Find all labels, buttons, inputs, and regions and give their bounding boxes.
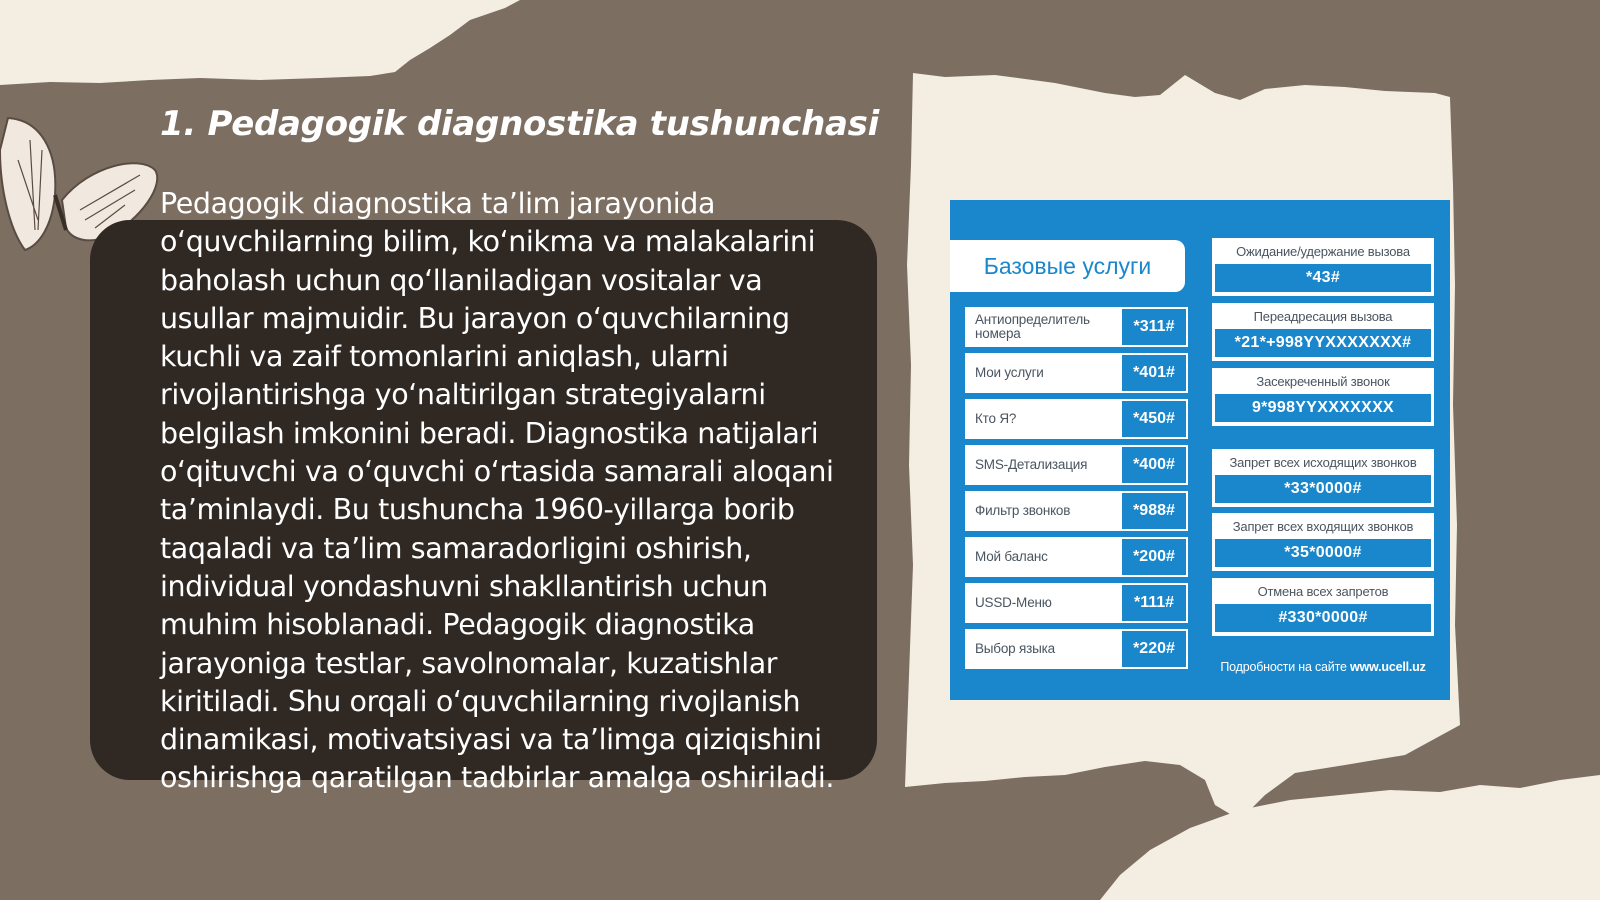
call-option: [1212, 368, 1434, 426]
call-option-code: #330*0000#: [1215, 604, 1431, 632]
service-code: *200#: [1122, 539, 1186, 575]
call-option-code: *21*+998YYXXXXXXX#: [1215, 329, 1431, 357]
call-option: [1212, 449, 1434, 507]
call-option-code: *35*0000#: [1215, 539, 1431, 567]
service-code: *450#: [1122, 401, 1186, 437]
service-code: *988#: [1122, 493, 1186, 529]
call-option: [1212, 303, 1434, 361]
call-option: [1212, 238, 1434, 296]
call-option-label: Переадресация вызова: [1253, 308, 1393, 324]
service-name: USSD-Меню: [967, 585, 1122, 621]
footer-site-link[interactable]: www.ucell.uz: [1350, 660, 1426, 674]
call-option-code: 9*998YYXXXXXXX: [1215, 394, 1431, 422]
service-code: *400#: [1122, 447, 1186, 483]
service-row: [965, 583, 1188, 623]
call-option-code: *43#: [1215, 264, 1431, 292]
service-row: [965, 491, 1188, 531]
slide-body-text: Pedagogik diagnostika ta’lim jarayonida o‘quvchilarning bilim, ko‘nikma va malakalarini baholash uchun qo‘llaniladigan vositalar va usullar majmuidir. Bu jarayon o‘quvchilarning kuchli va zaif tomonlarini aniqlash, ularni rivojlantirishga yo‘naltirilgan strategiyalarni belgilash imkonini beradi. Diagnostika natijalari o‘qituvchi va o‘quvchi o‘rtasida samarali aloqani ta’minlaydi. Bu tushuncha 1960-yillarga borib taqaladi va ta’lim samaradorligini oshirish, individual yondashuvni shakllantirish uchun muhim hisoblanadi. Pedagogik diagnostika jarayoniga testlar, savolnomalar, kuzatishlar kiritiladi. Shu orqali o‘quvchilarning rivojlanish dinamikasi, motivatsiyasi va ta’limga qiziqishini oshirishga qaratilgan tadbirlar amalga oshiriladi.: [160, 187, 835, 795]
call-option: [1212, 578, 1434, 636]
service-name: Кто Я?: [967, 401, 1122, 437]
service-name: Фильтр звонков: [967, 493, 1122, 529]
call-option: [1212, 513, 1434, 571]
service-name: Выбор языка: [967, 631, 1122, 667]
service-name: SMS-Детализация: [967, 447, 1122, 483]
service-code: *111#: [1122, 585, 1186, 621]
service-name: Антиопределитель номера: [967, 309, 1122, 345]
footer-note: [1212, 660, 1434, 674]
call-option-code: *33*0000#: [1215, 475, 1431, 503]
service-row: [965, 399, 1188, 439]
call-option-label: Засекреченный звонок: [1256, 373, 1390, 389]
call-option-label: Запрет всех исходящих звонков: [1229, 454, 1417, 470]
call-option-label: Ожидание/удержание вызова: [1236, 243, 1410, 259]
service-name: Мои услуги: [967, 355, 1122, 391]
service-row: [965, 445, 1188, 485]
ucell-services-panel: [950, 200, 1450, 700]
service-row: [965, 629, 1188, 669]
service-name: Мой баланс: [967, 539, 1122, 575]
call-option-label: Отмена всех запретов: [1257, 583, 1389, 599]
panel-header: Базовые услуги: [950, 240, 1185, 292]
service-row: [965, 353, 1188, 393]
slide-title: 1. Pedagogik diagnostika tushunchasi: [160, 104, 879, 144]
call-option-label: Запрет всех входящих звонков: [1232, 518, 1414, 534]
service-code: *401#: [1122, 355, 1186, 391]
footer-prefix: Подробности на сайте: [1220, 660, 1347, 674]
service-row: [965, 537, 1188, 577]
service-code: *311#: [1122, 309, 1186, 345]
service-row: [965, 307, 1188, 347]
service-code: *220#: [1122, 631, 1186, 667]
